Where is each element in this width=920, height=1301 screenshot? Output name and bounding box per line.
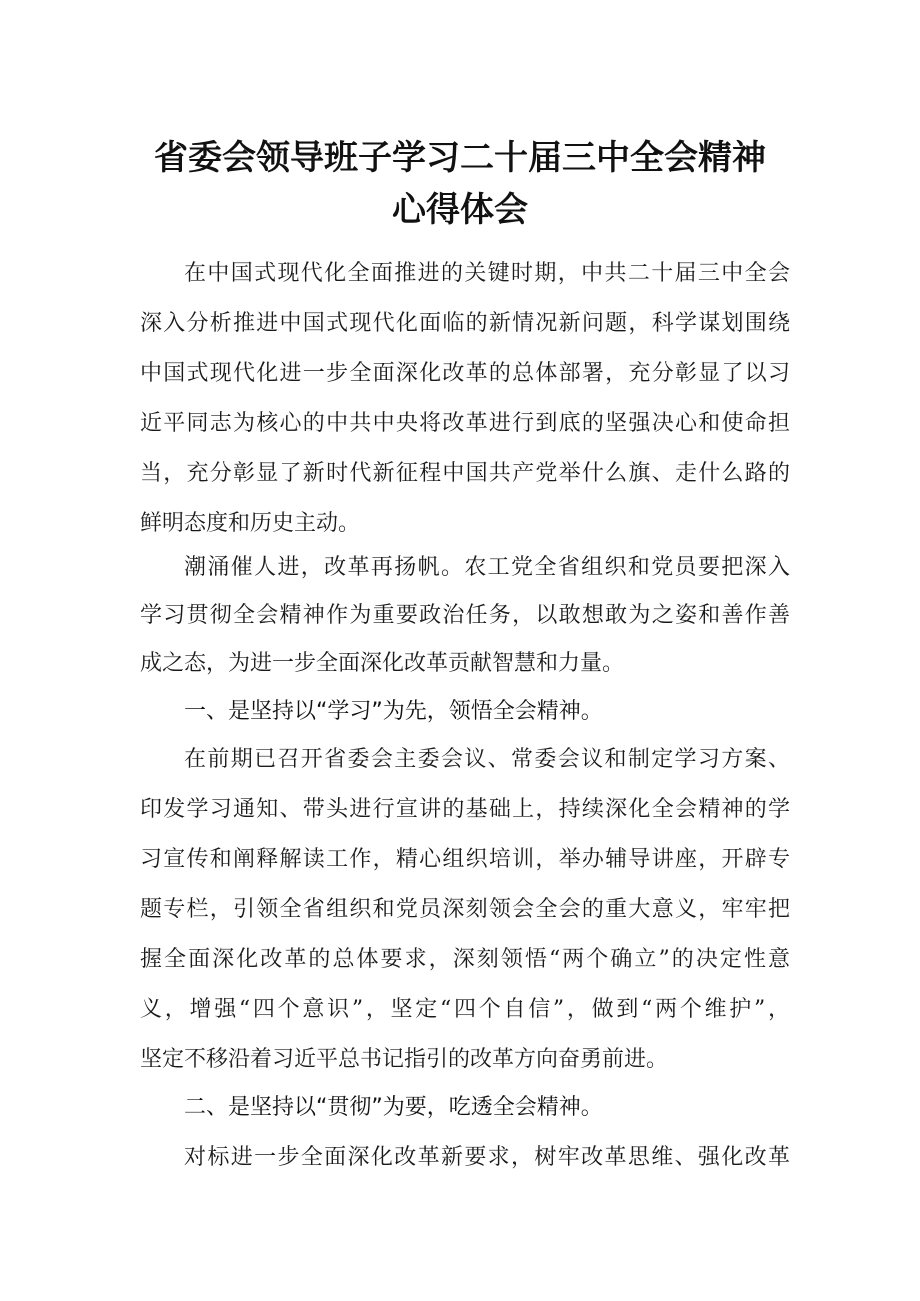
paragraph-3-line: 在前期已召开省委会主委会议、常委会议和制定学习方案、 — [184, 747, 790, 772]
paragraph-1-line: 深入分析推进中国式现代化面临的新情况新问题，科学谋划围绕 — [140, 311, 790, 336]
paragraph-1-line: 当，充分彰显了新时代新征程中国共产党举什么旗、走什么路的 — [140, 461, 790, 486]
paragraph-2-line: 成之态，为进一步全面深化改革贡献智慧和力量。 — [140, 651, 625, 676]
section-heading-2: 二、是坚持以“贯彻”为要，吃透全会精神。 — [184, 1095, 603, 1120]
section-heading-1: 一、是坚持以“学习”为先，领悟全会精神。 — [184, 699, 603, 724]
paragraph-1-line: 鲜明态度和历史主动。 — [140, 511, 361, 536]
document-title-line-2: 心得体会 — [392, 190, 528, 230]
paragraph-2-line: 学习贯彻全会精神作为重要政治任务，以敢想敢为之姿和善作善 — [140, 603, 790, 628]
paragraph-3-line: 坚定不移沿着习近平总书记指引的改革方向奋勇前进。 — [140, 1047, 669, 1072]
document-title-line-1: 省委会领导班子学习二十届三中全会精神 — [154, 138, 766, 178]
paragraph-3-line: 题专栏，引领全省组织和党员深刻领会全会的重大意义，牢牢把 — [140, 897, 790, 922]
paragraph-1-line: 中国式现代化进一步全面深化改革的总体部署，充分彰显了以习 — [140, 361, 790, 386]
paragraph-3-line: 习宣传和阐释解读工作，精心组织培训，举办辅导讲座，开辟专 — [140, 847, 790, 872]
paragraph-1-line: 近平同志为核心的中共中央将改革进行到底的坚强决心和使命担 — [140, 411, 790, 436]
paragraph-4-line: 对标进一步全面深化改革新要求，树牢改革思维、强化改革 — [184, 1145, 790, 1170]
paragraph-3-line: 印发学习通知、带头进行宣讲的基础上，持续深化全会精神的学 — [140, 797, 790, 822]
paragraph-3-line: 义，增强“四个意识”，坚定“四个自信”，做到“两个维护”， — [140, 997, 790, 1022]
paragraph-2-line: 潮涌催人进，改革再扬帆。农工党全省组织和党员要把深入 — [184, 555, 790, 580]
paragraph-1-line: 在中国式现代化全面推进的关键时期，中共二十届三中全会 — [184, 261, 790, 286]
paragraph-3-line: 握全面深化改革的总体要求，深刻领悟“两个确立”的决定性意 — [140, 947, 790, 972]
